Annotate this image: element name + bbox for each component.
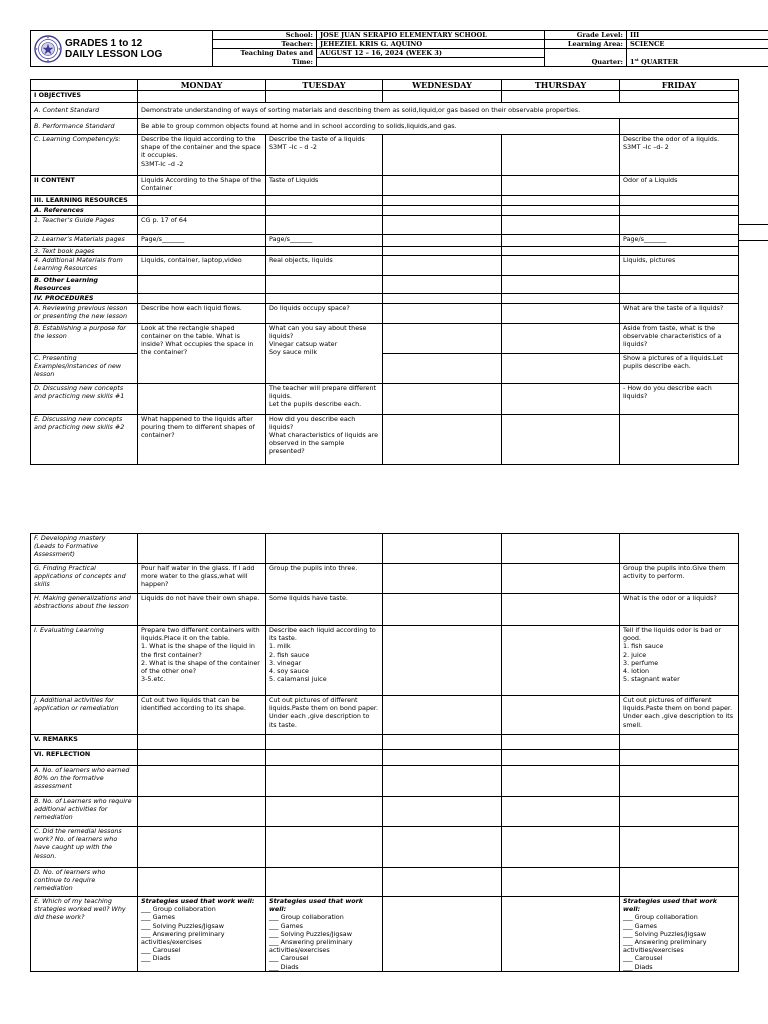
- procedure-g-label: G. Finding Practical applications of concepts and skills: [31, 564, 138, 594]
- procedure-g-friday: Group the pupils into.Give them activity to perform.: [620, 564, 739, 594]
- stray-rule-line: [738, 224, 768, 225]
- learning-resources-heading: III. LEARNING RESOURCES: [31, 196, 138, 206]
- day-header-wednesday: WEDNESDAY: [383, 80, 502, 91]
- quarter-label: Quarter:: [545, 58, 627, 67]
- competency-tuesday: Describe the taste of a liquids S3MT –Ic – d -2: [266, 135, 383, 176]
- procedure-i-friday: Tell if the liquids odor is bad or good. 1. fish sauce 2. juice 3. perfume 4. lotion 5. stagnant water: [620, 626, 739, 696]
- strategies-title: Strategies used that work well:: [141, 897, 255, 905]
- textbook-pages-label: 3. Text book pages: [31, 247, 138, 256]
- references-heading: A. References: [31, 206, 138, 216]
- content-friday: Odor of a Liquids: [620, 176, 739, 196]
- school-label: School:: [213, 31, 317, 40]
- strategies-list: ___ Group collaboration ___ Games ___ Solving Puzzles/Jigsaw ___ Answering preliminary activities/exercises ___ Carousel ___ Diads: [141, 905, 225, 963]
- corner-cell: [31, 80, 138, 91]
- reflection-a-label: A. No. of learners who earned 80% on the formative assessment: [31, 766, 138, 797]
- reflection-c-label: C. Did the remedial lessons work? No. of learners who have caught up with the lesson.: [31, 827, 138, 868]
- learning-area-label: Learning Area:: [545, 40, 627, 49]
- procedure-b-label: B. Establishing a purpose for the lesson: [31, 323, 138, 353]
- quarter-word: QUARTER: [641, 57, 679, 66]
- content-standard-label: A. Content Standard: [31, 103, 138, 119]
- procedure-b-tuesday: What can you say about these liquids? Vinegar catsup water Soy sauce milk: [266, 323, 383, 383]
- quarter-spacer-2: [627, 49, 768, 58]
- procedures-heading: IV. PROCEDURES: [31, 293, 138, 303]
- competency-label: C. Learning Competency/s:: [31, 135, 138, 176]
- day-header-monday: MONDAY: [138, 80, 266, 91]
- additional-materials-monday: Liquids, container, laptop,video: [138, 256, 266, 276]
- header-title-cell: [31, 31, 213, 67]
- teachers-guide-label: 1. Teacher’s Guide Pages: [31, 216, 138, 235]
- procedure-i-monday: Prepare two different containers with liquids.Place it on the table. 1. What is the shape of the liquid in the first container? 2. What is the shape of the container of the other one? 3-5.etc.: [138, 626, 266, 696]
- content-monday: Liquids According to the Shape of the Container: [138, 176, 266, 196]
- procedure-h-label: H. Making generalizations and abstractions about the lesson: [31, 594, 138, 626]
- procedure-i-tuesday: Describe each liquid according to its taste. 1. milk 2. fish sauce 3. vinegar 4. soy sauce 5. calamansi juice: [266, 626, 383, 696]
- procedure-a-label: A. Reviewing previous lesson or presenting the new lesson: [31, 303, 138, 323]
- reflection-b-label: B. No. of Learners who require additional activities for remediation: [31, 797, 138, 827]
- learners-materials-friday: Page/s_______: [620, 235, 739, 247]
- learning-area-value: SCIENCE: [627, 40, 768, 49]
- teachers-guide-monday: CG p. 17 of 64: [138, 216, 266, 235]
- lesson-log-table-page2: [30, 533, 738, 972]
- procedure-d-tuesday: The teacher will prepare different liquids. Let the pupils describe each.: [266, 383, 383, 414]
- reflection-d-label: D. No. of learners who continue to require remediation: [31, 868, 138, 897]
- time-label: Time:: [213, 58, 317, 67]
- header-title-line1: GRADES 1 to 12: [65, 37, 143, 49]
- day-header-tuesday: TUESDAY: [266, 80, 383, 91]
- procedure-c-friday: Show a pictures of a liquids.Let pupils describe each.: [620, 353, 739, 383]
- school-value: JOSE JUAN SERAPIO ELEMENTARY SCHOOL: [317, 31, 545, 40]
- procedure-h-tuesday: Some liquids have taste.: [266, 594, 383, 626]
- additional-materials-friday: Liquids, pictures: [620, 256, 739, 276]
- grade-level-label: Grade Level:: [545, 31, 627, 40]
- performance-standard-text: Be able to group common objects found at home and in school according to solids,liquids,and gas.: [138, 119, 620, 135]
- performance-standard-label: B. Performance Standard: [31, 119, 138, 135]
- deped-seal-icon: [34, 35, 62, 63]
- teacher-label: Teacher:: [213, 40, 317, 49]
- procedure-a-tuesday: Do liquids occupy space?: [266, 303, 383, 323]
- procedure-g-monday: Pour half water in the glass. If I add more water to the glass,what will happen?: [138, 564, 266, 594]
- procedure-e-monday: What happened to the liquids after pouring them to different shapes of container?: [138, 414, 266, 464]
- procedure-c-label: C. Presenting Examples/instances of new lesson: [31, 353, 138, 383]
- procedure-b-friday: Aside from taste, what is the observable characteristics of a liquids?: [620, 323, 739, 353]
- competency-friday: Describe the odor of a liquids. S3MT –Ic –d- 2: [620, 135, 739, 176]
- remarks-heading: V. REMARKS: [31, 735, 138, 750]
- stray-rule-line: [738, 240, 768, 241]
- procedure-j-monday: Cut out two liquids that can be identified according to its shape.: [138, 696, 266, 735]
- objectives-heading: I OBJECTIVES: [31, 91, 138, 103]
- procedure-d-label: D. Discussing new concepts and practicing new skills #1: [31, 383, 138, 414]
- procedure-a-monday: Describe how each liquid flows.: [138, 303, 266, 323]
- dll-header: [30, 30, 738, 67]
- content-heading: II CONTENT: [31, 176, 138, 196]
- strategies-title: Strategies used that work well:: [269, 897, 364, 914]
- strategies-title: Strategies used that work well:: [623, 897, 718, 914]
- content-standard-text: Demonstrate understanding of ways of sorting materials and describing them as solid,liquid,or gas based on their observable properties.: [138, 103, 739, 119]
- strategies-tuesday: [266, 897, 383, 972]
- lesson-log-table-page1: [30, 79, 738, 465]
- strategies-monday: [138, 897, 266, 972]
- procedure-j-tuesday: Cut out pictures of different liquids.Paste them on bond paper. Under each ,give description to its taste.: [266, 696, 383, 735]
- other-resources-heading: B. Other Learning Resources: [31, 276, 138, 293]
- reflection-e-label: E. Which of my teaching strategies worked well? Why did these work?: [31, 897, 138, 972]
- procedure-e-tuesday: How did you describe each liquids? What characteristics of liquids are observed in the sample presented?: [266, 414, 383, 464]
- procedure-f-label: F. Developing mastery (Leads to Formative Assessment): [31, 534, 138, 564]
- time-value: [317, 58, 545, 67]
- procedure-bc-monday: Look at the rectangle shaped container on the table. What is inside? What occupies the space in the container?: [138, 323, 266, 383]
- reflection-heading: VI. REFLECTION: [31, 750, 138, 766]
- strategies-list: ___ Group collaboration ___ Games ___ Solving Puzzles/Jigsaw ___ Answering preliminary activities/exercises ___ Carousel ___ Diads: [623, 913, 707, 971]
- grade-level-value: III: [627, 31, 768, 40]
- procedure-d-friday: - How do you describe each liquids?: [620, 383, 739, 414]
- quarter-spacer: [545, 49, 627, 58]
- procedure-a-friday: What are the taste of a liquids?: [620, 303, 739, 323]
- procedure-g-tuesday: Group the pupils into three.: [266, 564, 383, 594]
- header-title-line2: DAILY LESSON LOG: [65, 48, 163, 60]
- quarter-suffix: st: [634, 57, 639, 62]
- day-header-friday: FRIDAY: [620, 80, 739, 91]
- quarter-number: 1: [630, 57, 635, 66]
- day-header-thursday: THURSDAY: [502, 80, 620, 91]
- procedure-i-label: I. Evaluating Learning: [31, 626, 138, 696]
- learners-materials-monday: Page/s_______: [138, 235, 266, 247]
- teaching-dates-value: AUGUST 12 – 16, 2024 (WEEK 3): [317, 49, 545, 58]
- procedure-h-friday: What is the odor or a liquids?: [620, 594, 739, 626]
- procedure-h-monday: Liquids do not have their own shape.: [138, 594, 266, 626]
- procedure-e-label: E. Discussing new concepts and practicing new skills #2: [31, 414, 138, 464]
- procedure-j-friday: Cut out pictures of different liquids.Paste them on bond paper. Under each ,give description to its smell.: [620, 696, 739, 735]
- procedure-j-label: J. Additional activities for application or remediation: [31, 696, 138, 735]
- content-tuesday: Taste of Liquids: [266, 176, 383, 196]
- teacher-value: JEHEZIEL KRIS G. AQUINO: [317, 40, 545, 49]
- learners-materials-label: 2. Learner’s Materials pages: [31, 235, 138, 247]
- teaching-dates-label: Teaching Dates and: [213, 49, 317, 58]
- additional-materials-label: 4. Additional Materials from Learning Resources: [31, 256, 138, 276]
- competency-monday: Describe the liquid according to the shape of the container and the space it occupies. S3MT-Ic –d -2: [138, 135, 266, 176]
- learners-materials-tuesday: Page/s_______: [266, 235, 383, 247]
- strategies-friday: [620, 897, 739, 972]
- quarter-value: [627, 58, 768, 67]
- additional-materials-tuesday: Real objects, liquids: [266, 256, 383, 276]
- strategies-list: ___ Group collaboration ___ Games ___ Solving Puzzles/Jigsaw ___ Answering preliminary activities/exercises ___ Carousel ___ Diads: [269, 913, 353, 971]
